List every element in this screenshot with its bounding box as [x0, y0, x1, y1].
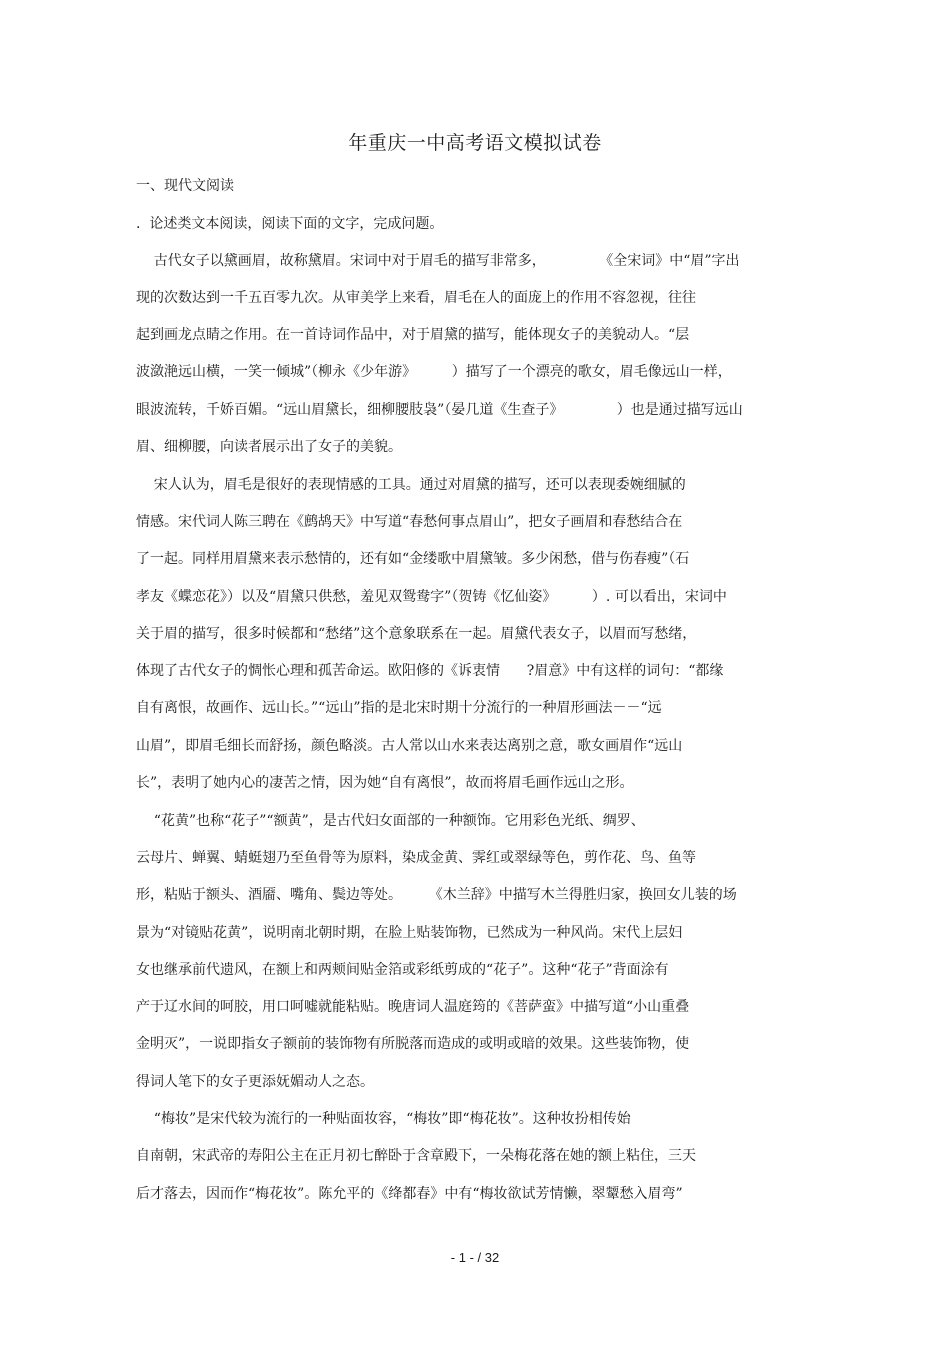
- text-line: 山眉”，即眉毛细长而舒扬，颜色略淡。古人常以山水来表达离别之意，歌女画眉作“远山: [136, 738, 683, 754]
- text-line: 形，粘贴于额头、酒靥、嘴角、鬓边等处。 《木兰辞》中描写木兰得胜归家，换回女儿装的场: [136, 887, 737, 903]
- text-line: “花黄”也称“花子”“额黄”，是古代妇女面部的一种额饰。它用彩色光纸、绸罗、: [136, 813, 645, 829]
- text-line: 云母片、蝉翼、蜻蜓翅乃至鱼骨等为原料，染成金黄、霁红或翠绿等色，剪作花、鸟、鱼等: [136, 850, 696, 866]
- document-title: 年重庆一中高考语文模拟试卷: [348, 132, 602, 154]
- text-line: 孝友《蝶恋花》）以及“眉黛只供愁，羞见双鸳鸯字”（贺铸《忆仙姿》 ）. 可以看出，宋词中: [136, 589, 727, 605]
- text-line: 现的次数达到一千五百零九次。从审美学上来看，眉毛在人的面庞上的作用不容忽视，往往: [136, 290, 696, 306]
- text-line: 长”，表明了她内心的凄苦之情，因为她“自有离恨”，故而将眉毛画作远山之形。: [136, 775, 634, 791]
- text-line: 波潋滟远山横，一笑一倾城”（柳永《少年游》 ）描写了一个漂亮的歌女，眉毛像远山一样，: [136, 364, 732, 380]
- text-line: 自有离恨，故画作、远山长。”“远山”指的是北宋时期十分流行的一种眉形画法－－“远: [136, 700, 662, 716]
- text-line: 女也继承前代遗风，在额上和两颊间贴金箔或彩纸剪成的“花子”。这种“花子”背面涂有: [136, 962, 669, 978]
- section-heading: 一、现代文阅读: [136, 178, 234, 194]
- text-line: 情感。宋代词人陈三聘在《鹧鸪天》中写道“春愁何事点眉山”，把女子画眉和春愁结合在: [136, 514, 683, 530]
- text-line: “梅妆”是宋代较为流行的一种贴面妆容，“梅妆”即“梅花妆”。这种妆扮相传始: [136, 1111, 631, 1127]
- text-line: 得词人笔下的女子更添妩媚动人之态。: [136, 1074, 374, 1090]
- text-line: 宋人认为，眉毛是很好的表现情感的工具。通过对眉黛的描写，还可以表现委婉细腻的: [136, 477, 686, 493]
- page-number: - 1 - / 32: [450, 1250, 500, 1265]
- text-line: 产于辽水间的呵胶，用口呵嘘就能粘贴。晚唐词人温庭筠的《菩萨蛮》中描写道“小山重叠: [136, 999, 690, 1015]
- text-line: 了一起。同样用眉黛来表示愁情的，还有如“金缕歌中眉黛皱。多少闲愁，借与伤春瘦”（石: [136, 551, 690, 567]
- text-line: 体现了古代女子的惆怅心理和孤苦命运。欧阳修的《诉衷情 ?眉意》中有这样的词句：“都缘: [136, 663, 724, 679]
- question-intro: . 论述类文本阅读，阅读下面的文字，完成问题。: [136, 216, 444, 232]
- text-line: 景为“对镜贴花黄”，说明南北朝时期，在脸上贴装饰物，已然成为一种风尚。宋代上层妇: [136, 925, 683, 941]
- text-line: 关于眉的描写，很多时候都和“愁绪”这个意象联系在一起。眉黛代表女子，以眉而写愁绪，: [136, 626, 697, 642]
- text-line: 眼波流转，千娇百媚。“远山眉黛长，细柳腰肢袅”（晏几道《生查子》 ）也是通过描写远山: [136, 402, 743, 418]
- text-line: 后才落去，因而作“梅花妆”。陈允平的《绛都春》中有“梅妆欲试芳情懒，翠颦愁入眉弯”: [136, 1186, 683, 1202]
- text-line: 古代女子以黛画眉，故称黛眉。宋词中对于眉毛的描写非常多， 《全宋词》中“眉”字出: [136, 253, 740, 269]
- text-line: 眉、细柳腰，向读者展示出了女子的美貌。: [136, 439, 402, 455]
- text-line: 自南朝，宋武帝的寿阳公主在正月初七醉卧于含章殿下，一朵梅花落在她的额上粘住，三天: [136, 1148, 696, 1164]
- text-line: 起到画龙点睛之作用。在一首诗词作品中，对于眉黛的描写，能体现女子的美貌动人。“层: [136, 327, 690, 343]
- text-line: 金明灭”，一说即指女子额前的装饰物有所脱落而造成的或明或暗的效果。这些装饰物，使: [136, 1036, 690, 1052]
